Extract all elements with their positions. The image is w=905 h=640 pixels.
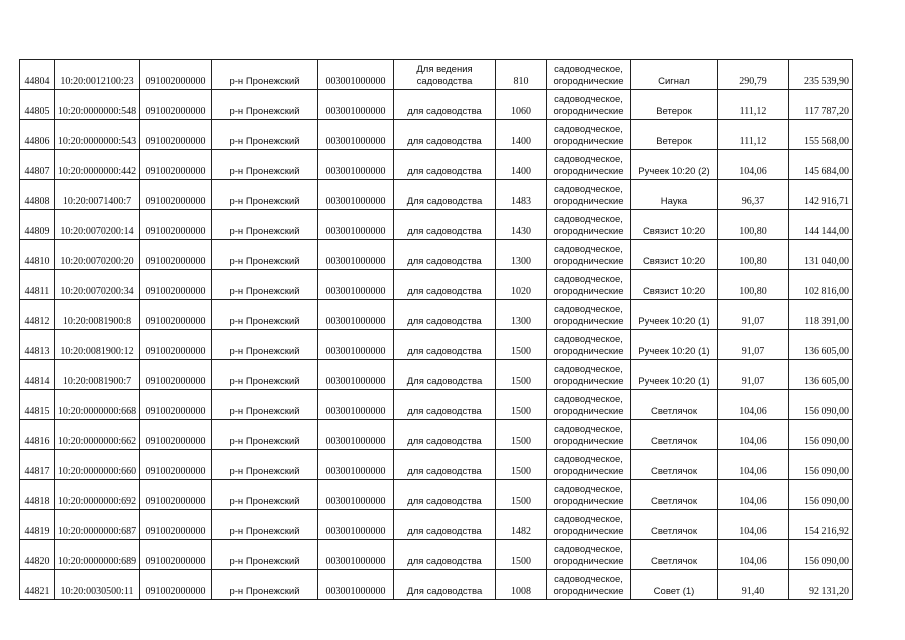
table-row bbox=[20, 180, 853, 210]
cell-purpose: садоводческое, огороднические bbox=[547, 510, 631, 540]
cell-specific-value: 100,80 bbox=[718, 270, 789, 300]
cell-association-name: Ручеек 10:20 (2) bbox=[631, 150, 718, 180]
cell-oktmo-code: 003001000000 bbox=[318, 450, 394, 480]
cadastral-value-table bbox=[19, 59, 853, 600]
table-row bbox=[20, 150, 853, 180]
cell-cadastral-number: 10:20:0071400:7 bbox=[55, 180, 140, 210]
cell-district: р-н Пронежский bbox=[212, 210, 318, 240]
cell-area: 1500 bbox=[496, 420, 547, 450]
cell-record-id: 44813 bbox=[20, 330, 55, 360]
cell-permitted-use: для садоводства bbox=[394, 420, 496, 450]
cell-purpose: садоводческое, огороднические bbox=[547, 90, 631, 120]
cell-association-name: Связист 10:20 bbox=[631, 210, 718, 240]
cell-cadastral-value: 156 090,00 bbox=[789, 390, 853, 420]
cell-okato-code: 091002000000 bbox=[140, 180, 212, 210]
cell-okato-code: 091002000000 bbox=[140, 150, 212, 180]
cell-district: р-н Пронежский bbox=[212, 60, 318, 90]
cell-permitted-use: для садоводства bbox=[394, 120, 496, 150]
table-row bbox=[20, 480, 853, 510]
cell-okato-code: 091002000000 bbox=[140, 570, 212, 600]
cell-specific-value: 91,07 bbox=[718, 300, 789, 330]
cell-cadastral-value: 136 605,00 bbox=[789, 330, 853, 360]
cell-cadastral-value: 156 090,00 bbox=[789, 420, 853, 450]
cell-record-id: 44819 bbox=[20, 510, 55, 540]
cell-cadastral-value: 118 391,00 bbox=[789, 300, 853, 330]
cell-permitted-use: Для ведения садоводства bbox=[394, 60, 496, 90]
cell-area: 1300 bbox=[496, 300, 547, 330]
table-row bbox=[20, 270, 853, 300]
cell-record-id: 44818 bbox=[20, 480, 55, 510]
cell-association-name: Светлячок bbox=[631, 390, 718, 420]
cell-okato-code: 091002000000 bbox=[140, 240, 212, 270]
cell-specific-value: 100,80 bbox=[718, 210, 789, 240]
cell-area: 1482 bbox=[496, 510, 547, 540]
table-row bbox=[20, 210, 853, 240]
cell-purpose: садоводческое, огороднические bbox=[547, 210, 631, 240]
cell-district: р-н Пронежский bbox=[212, 570, 318, 600]
cell-cadastral-value: 235 539,90 bbox=[789, 60, 853, 90]
cell-cadastral-number: 10:20:0070200:14 bbox=[55, 210, 140, 240]
cell-record-id: 44815 bbox=[20, 390, 55, 420]
table-row bbox=[20, 300, 853, 330]
cell-cadastral-number: 10:20:0081900:12 bbox=[55, 330, 140, 360]
cell-area: 1500 bbox=[496, 540, 547, 570]
cell-permitted-use: для садоводства bbox=[394, 540, 496, 570]
cell-oktmo-code: 003001000000 bbox=[318, 480, 394, 510]
cell-oktmo-code: 003001000000 bbox=[318, 330, 394, 360]
cell-area: 1500 bbox=[496, 480, 547, 510]
table-row bbox=[20, 120, 853, 150]
cell-cadastral-value: 131 040,00 bbox=[789, 240, 853, 270]
cell-record-id: 44807 bbox=[20, 150, 55, 180]
cell-association-name: Светлячок bbox=[631, 480, 718, 510]
cell-district: р-н Пронежский bbox=[212, 360, 318, 390]
cell-association-name: Ветерок bbox=[631, 90, 718, 120]
cell-purpose: садоводческое, огороднические bbox=[547, 330, 631, 360]
cell-cadastral-number: 10:20:0000000:442 bbox=[55, 150, 140, 180]
cell-association-name: Наука bbox=[631, 180, 718, 210]
cell-record-id: 44806 bbox=[20, 120, 55, 150]
cell-cadastral-number: 10:20:0081900:8 bbox=[55, 300, 140, 330]
cell-okato-code: 091002000000 bbox=[140, 90, 212, 120]
cell-association-name: Ветерок bbox=[631, 120, 718, 150]
cell-cadastral-number: 10:20:0000000:543 bbox=[55, 120, 140, 150]
cell-district: р-н Пронежский bbox=[212, 90, 318, 120]
cell-okato-code: 091002000000 bbox=[140, 120, 212, 150]
cell-cadastral-number: 10:20:0081900:7 bbox=[55, 360, 140, 390]
cell-okato-code: 091002000000 bbox=[140, 390, 212, 420]
cell-specific-value: 91,40 bbox=[718, 570, 789, 600]
table-row bbox=[20, 240, 853, 270]
cell-specific-value: 290,79 bbox=[718, 60, 789, 90]
cell-area: 1008 bbox=[496, 570, 547, 600]
cell-oktmo-code: 003001000000 bbox=[318, 240, 394, 270]
cell-oktmo-code: 003001000000 bbox=[318, 90, 394, 120]
cell-district: р-н Пронежский bbox=[212, 480, 318, 510]
cell-area: 1060 bbox=[496, 90, 547, 120]
cell-district: р-н Пронежский bbox=[212, 450, 318, 480]
cell-specific-value: 104,06 bbox=[718, 150, 789, 180]
cell-permitted-use: для садоводства bbox=[394, 330, 496, 360]
cell-record-id: 44814 bbox=[20, 360, 55, 390]
cell-purpose: садоводческое, огороднические bbox=[547, 60, 631, 90]
cell-purpose: садоводческое, огороднические bbox=[547, 450, 631, 480]
cell-permitted-use: для садоводства bbox=[394, 90, 496, 120]
cell-district: р-н Пронежский bbox=[212, 510, 318, 540]
cell-district: р-н Пронежский bbox=[212, 390, 318, 420]
cell-cadastral-number: 10:20:0000000:687 bbox=[55, 510, 140, 540]
cell-purpose: садоводческое, огороднические bbox=[547, 300, 631, 330]
cell-permitted-use: для садоводства bbox=[394, 300, 496, 330]
cell-record-id: 44808 bbox=[20, 180, 55, 210]
cell-permitted-use: для садоводства bbox=[394, 240, 496, 270]
table-row bbox=[20, 330, 853, 360]
cell-cadastral-value: 155 568,00 bbox=[789, 120, 853, 150]
cell-purpose: садоводческое, огороднические bbox=[547, 270, 631, 300]
cell-cadastral-number: 10:20:0000000:662 bbox=[55, 420, 140, 450]
cell-okato-code: 091002000000 bbox=[140, 420, 212, 450]
cell-specific-value: 111,12 bbox=[718, 120, 789, 150]
cell-purpose: садоводческое, огороднические bbox=[547, 120, 631, 150]
cell-purpose: садоводческое, огороднические bbox=[547, 420, 631, 450]
cell-association-name: Светлячок bbox=[631, 420, 718, 450]
cell-cadastral-number: 10:20:0000000:668 bbox=[55, 390, 140, 420]
cell-permitted-use: для садоводства bbox=[394, 450, 496, 480]
cell-association-name: Ручеек 10:20 (1) bbox=[631, 360, 718, 390]
cell-record-id: 44821 bbox=[20, 570, 55, 600]
cell-record-id: 44809 bbox=[20, 210, 55, 240]
cell-oktmo-code: 003001000000 bbox=[318, 390, 394, 420]
cell-purpose: садоводческое, огороднические bbox=[547, 570, 631, 600]
cell-purpose: садоводческое, огороднические bbox=[547, 540, 631, 570]
cell-association-name: Светлячок bbox=[631, 450, 718, 480]
cell-cadastral-value: 144 144,00 bbox=[789, 210, 853, 240]
table-row bbox=[20, 540, 853, 570]
cell-permitted-use: Для садоводства bbox=[394, 180, 496, 210]
cell-record-id: 44816 bbox=[20, 420, 55, 450]
table-row bbox=[20, 60, 853, 90]
cell-oktmo-code: 003001000000 bbox=[318, 210, 394, 240]
cell-area: 1500 bbox=[496, 450, 547, 480]
cell-cadastral-value: 145 684,00 bbox=[789, 150, 853, 180]
cell-association-name: Связист 10:20 bbox=[631, 270, 718, 300]
cell-cadastral-value: 136 605,00 bbox=[789, 360, 853, 390]
cell-okato-code: 091002000000 bbox=[140, 540, 212, 570]
cell-association-name: Сигнал bbox=[631, 60, 718, 90]
cell-district: р-н Пронежский bbox=[212, 330, 318, 360]
cell-district: р-н Пронежский bbox=[212, 180, 318, 210]
cell-area: 1430 bbox=[496, 210, 547, 240]
cell-cadastral-number: 10:20:0012100:23 bbox=[55, 60, 140, 90]
cell-association-name: Ручеек 10:20 (1) bbox=[631, 300, 718, 330]
cell-purpose: садоводческое, огороднические bbox=[547, 360, 631, 390]
cell-oktmo-code: 003001000000 bbox=[318, 270, 394, 300]
cell-cadastral-value: 156 090,00 bbox=[789, 540, 853, 570]
cell-permitted-use: Для садоводства bbox=[394, 570, 496, 600]
cell-cadastral-value: 142 916,71 bbox=[789, 180, 853, 210]
cell-cadastral-number: 10:20:0000000:548 bbox=[55, 90, 140, 120]
cell-specific-value: 96,37 bbox=[718, 180, 789, 210]
table-row bbox=[20, 90, 853, 120]
cell-district: р-н Пронежский bbox=[212, 540, 318, 570]
table-row bbox=[20, 450, 853, 480]
cell-cadastral-value: 156 090,00 bbox=[789, 450, 853, 480]
cell-association-name: Связист 10:20 bbox=[631, 240, 718, 270]
cell-district: р-н Пронежский bbox=[212, 270, 318, 300]
cell-area: 1300 bbox=[496, 240, 547, 270]
cell-area: 1483 bbox=[496, 180, 547, 210]
cell-association-name: Светлячок bbox=[631, 540, 718, 570]
cell-district: р-н Пронежский bbox=[212, 300, 318, 330]
cell-permitted-use: для садоводства bbox=[394, 150, 496, 180]
cell-cadastral-number: 10:20:0030500:11 bbox=[55, 570, 140, 600]
table-row bbox=[20, 360, 853, 390]
cell-okato-code: 091002000000 bbox=[140, 510, 212, 540]
cell-specific-value: 91,07 bbox=[718, 360, 789, 390]
cell-okato-code: 091002000000 bbox=[140, 60, 212, 90]
cell-okato-code: 091002000000 bbox=[140, 330, 212, 360]
cell-cadastral-number: 10:20:0000000:660 bbox=[55, 450, 140, 480]
cell-association-name: Совет (1) bbox=[631, 570, 718, 600]
cell-cadastral-number: 10:20:0000000:689 bbox=[55, 540, 140, 570]
cell-okato-code: 091002000000 bbox=[140, 480, 212, 510]
cell-cadastral-number: 10:20:0070200:20 bbox=[55, 240, 140, 270]
cell-oktmo-code: 003001000000 bbox=[318, 150, 394, 180]
cell-okato-code: 091002000000 bbox=[140, 300, 212, 330]
table-body bbox=[20, 60, 853, 600]
cell-district: р-н Пронежский bbox=[212, 120, 318, 150]
cell-specific-value: 104,06 bbox=[718, 420, 789, 450]
cell-cadastral-number: 10:20:0000000:692 bbox=[55, 480, 140, 510]
cell-permitted-use: Для садоводства bbox=[394, 360, 496, 390]
cell-area: 810 bbox=[496, 60, 547, 90]
cell-cadastral-value: 92 131,20 bbox=[789, 570, 853, 600]
cell-district: р-н Пронежский bbox=[212, 420, 318, 450]
cell-oktmo-code: 003001000000 bbox=[318, 180, 394, 210]
cell-district: р-н Пронежский bbox=[212, 150, 318, 180]
cell-purpose: садоводческое, огороднические bbox=[547, 150, 631, 180]
cell-permitted-use: для садоводства bbox=[394, 390, 496, 420]
cell-oktmo-code: 003001000000 bbox=[318, 300, 394, 330]
cadastral-value-table-page bbox=[19, 59, 852, 600]
cell-area: 1500 bbox=[496, 360, 547, 390]
cell-area: 1500 bbox=[496, 330, 547, 360]
table-row bbox=[20, 510, 853, 540]
cell-purpose: садоводческое, огороднические bbox=[547, 480, 631, 510]
cell-cadastral-value: 154 216,92 bbox=[789, 510, 853, 540]
cell-specific-value: 100,80 bbox=[718, 240, 789, 270]
cell-record-id: 44812 bbox=[20, 300, 55, 330]
cell-specific-value: 104,06 bbox=[718, 510, 789, 540]
cell-specific-value: 91,07 bbox=[718, 330, 789, 360]
cell-district: р-н Пронежский bbox=[212, 240, 318, 270]
cell-oktmo-code: 003001000000 bbox=[318, 60, 394, 90]
cell-record-id: 44805 bbox=[20, 90, 55, 120]
cell-area: 1400 bbox=[496, 150, 547, 180]
cell-association-name: Светлячок bbox=[631, 510, 718, 540]
cell-specific-value: 104,06 bbox=[718, 390, 789, 420]
cell-permitted-use: для садоводства bbox=[394, 480, 496, 510]
cell-area: 1500 bbox=[496, 390, 547, 420]
cell-specific-value: 104,06 bbox=[718, 450, 789, 480]
cell-permitted-use: для садоводства bbox=[394, 210, 496, 240]
cell-cadastral-number: 10:20:0070200:34 bbox=[55, 270, 140, 300]
cell-purpose: садоводческое, огороднические bbox=[547, 180, 631, 210]
cell-purpose: садоводческое, огороднические bbox=[547, 240, 631, 270]
cell-permitted-use: для садоводства bbox=[394, 510, 496, 540]
cell-permitted-use: для садоводства bbox=[394, 270, 496, 300]
cell-area: 1400 bbox=[496, 120, 547, 150]
cell-okato-code: 091002000000 bbox=[140, 450, 212, 480]
table-row bbox=[20, 420, 853, 450]
cell-specific-value: 111,12 bbox=[718, 90, 789, 120]
cell-cadastral-value: 156 090,00 bbox=[789, 480, 853, 510]
table-row bbox=[20, 570, 853, 600]
cell-association-name: Ручеек 10:20 (1) bbox=[631, 330, 718, 360]
table-row bbox=[20, 390, 853, 420]
cell-record-id: 44804 bbox=[20, 60, 55, 90]
cell-oktmo-code: 003001000000 bbox=[318, 360, 394, 390]
cell-record-id: 44817 bbox=[20, 450, 55, 480]
cell-cadastral-value: 117 787,20 bbox=[789, 90, 853, 120]
cell-oktmo-code: 003001000000 bbox=[318, 540, 394, 570]
cell-oktmo-code: 003001000000 bbox=[318, 120, 394, 150]
cell-cadastral-value: 102 816,00 bbox=[789, 270, 853, 300]
cell-area: 1020 bbox=[496, 270, 547, 300]
cell-oktmo-code: 003001000000 bbox=[318, 420, 394, 450]
cell-okato-code: 091002000000 bbox=[140, 360, 212, 390]
cell-specific-value: 104,06 bbox=[718, 540, 789, 570]
cell-purpose: садоводческое, огороднические bbox=[547, 390, 631, 420]
cell-oktmo-code: 003001000000 bbox=[318, 570, 394, 600]
cell-okato-code: 091002000000 bbox=[140, 210, 212, 240]
cell-record-id: 44810 bbox=[20, 240, 55, 270]
cell-record-id: 44820 bbox=[20, 540, 55, 570]
cell-okato-code: 091002000000 bbox=[140, 270, 212, 300]
cell-specific-value: 104,06 bbox=[718, 480, 789, 510]
cell-oktmo-code: 003001000000 bbox=[318, 510, 394, 540]
cell-record-id: 44811 bbox=[20, 270, 55, 300]
